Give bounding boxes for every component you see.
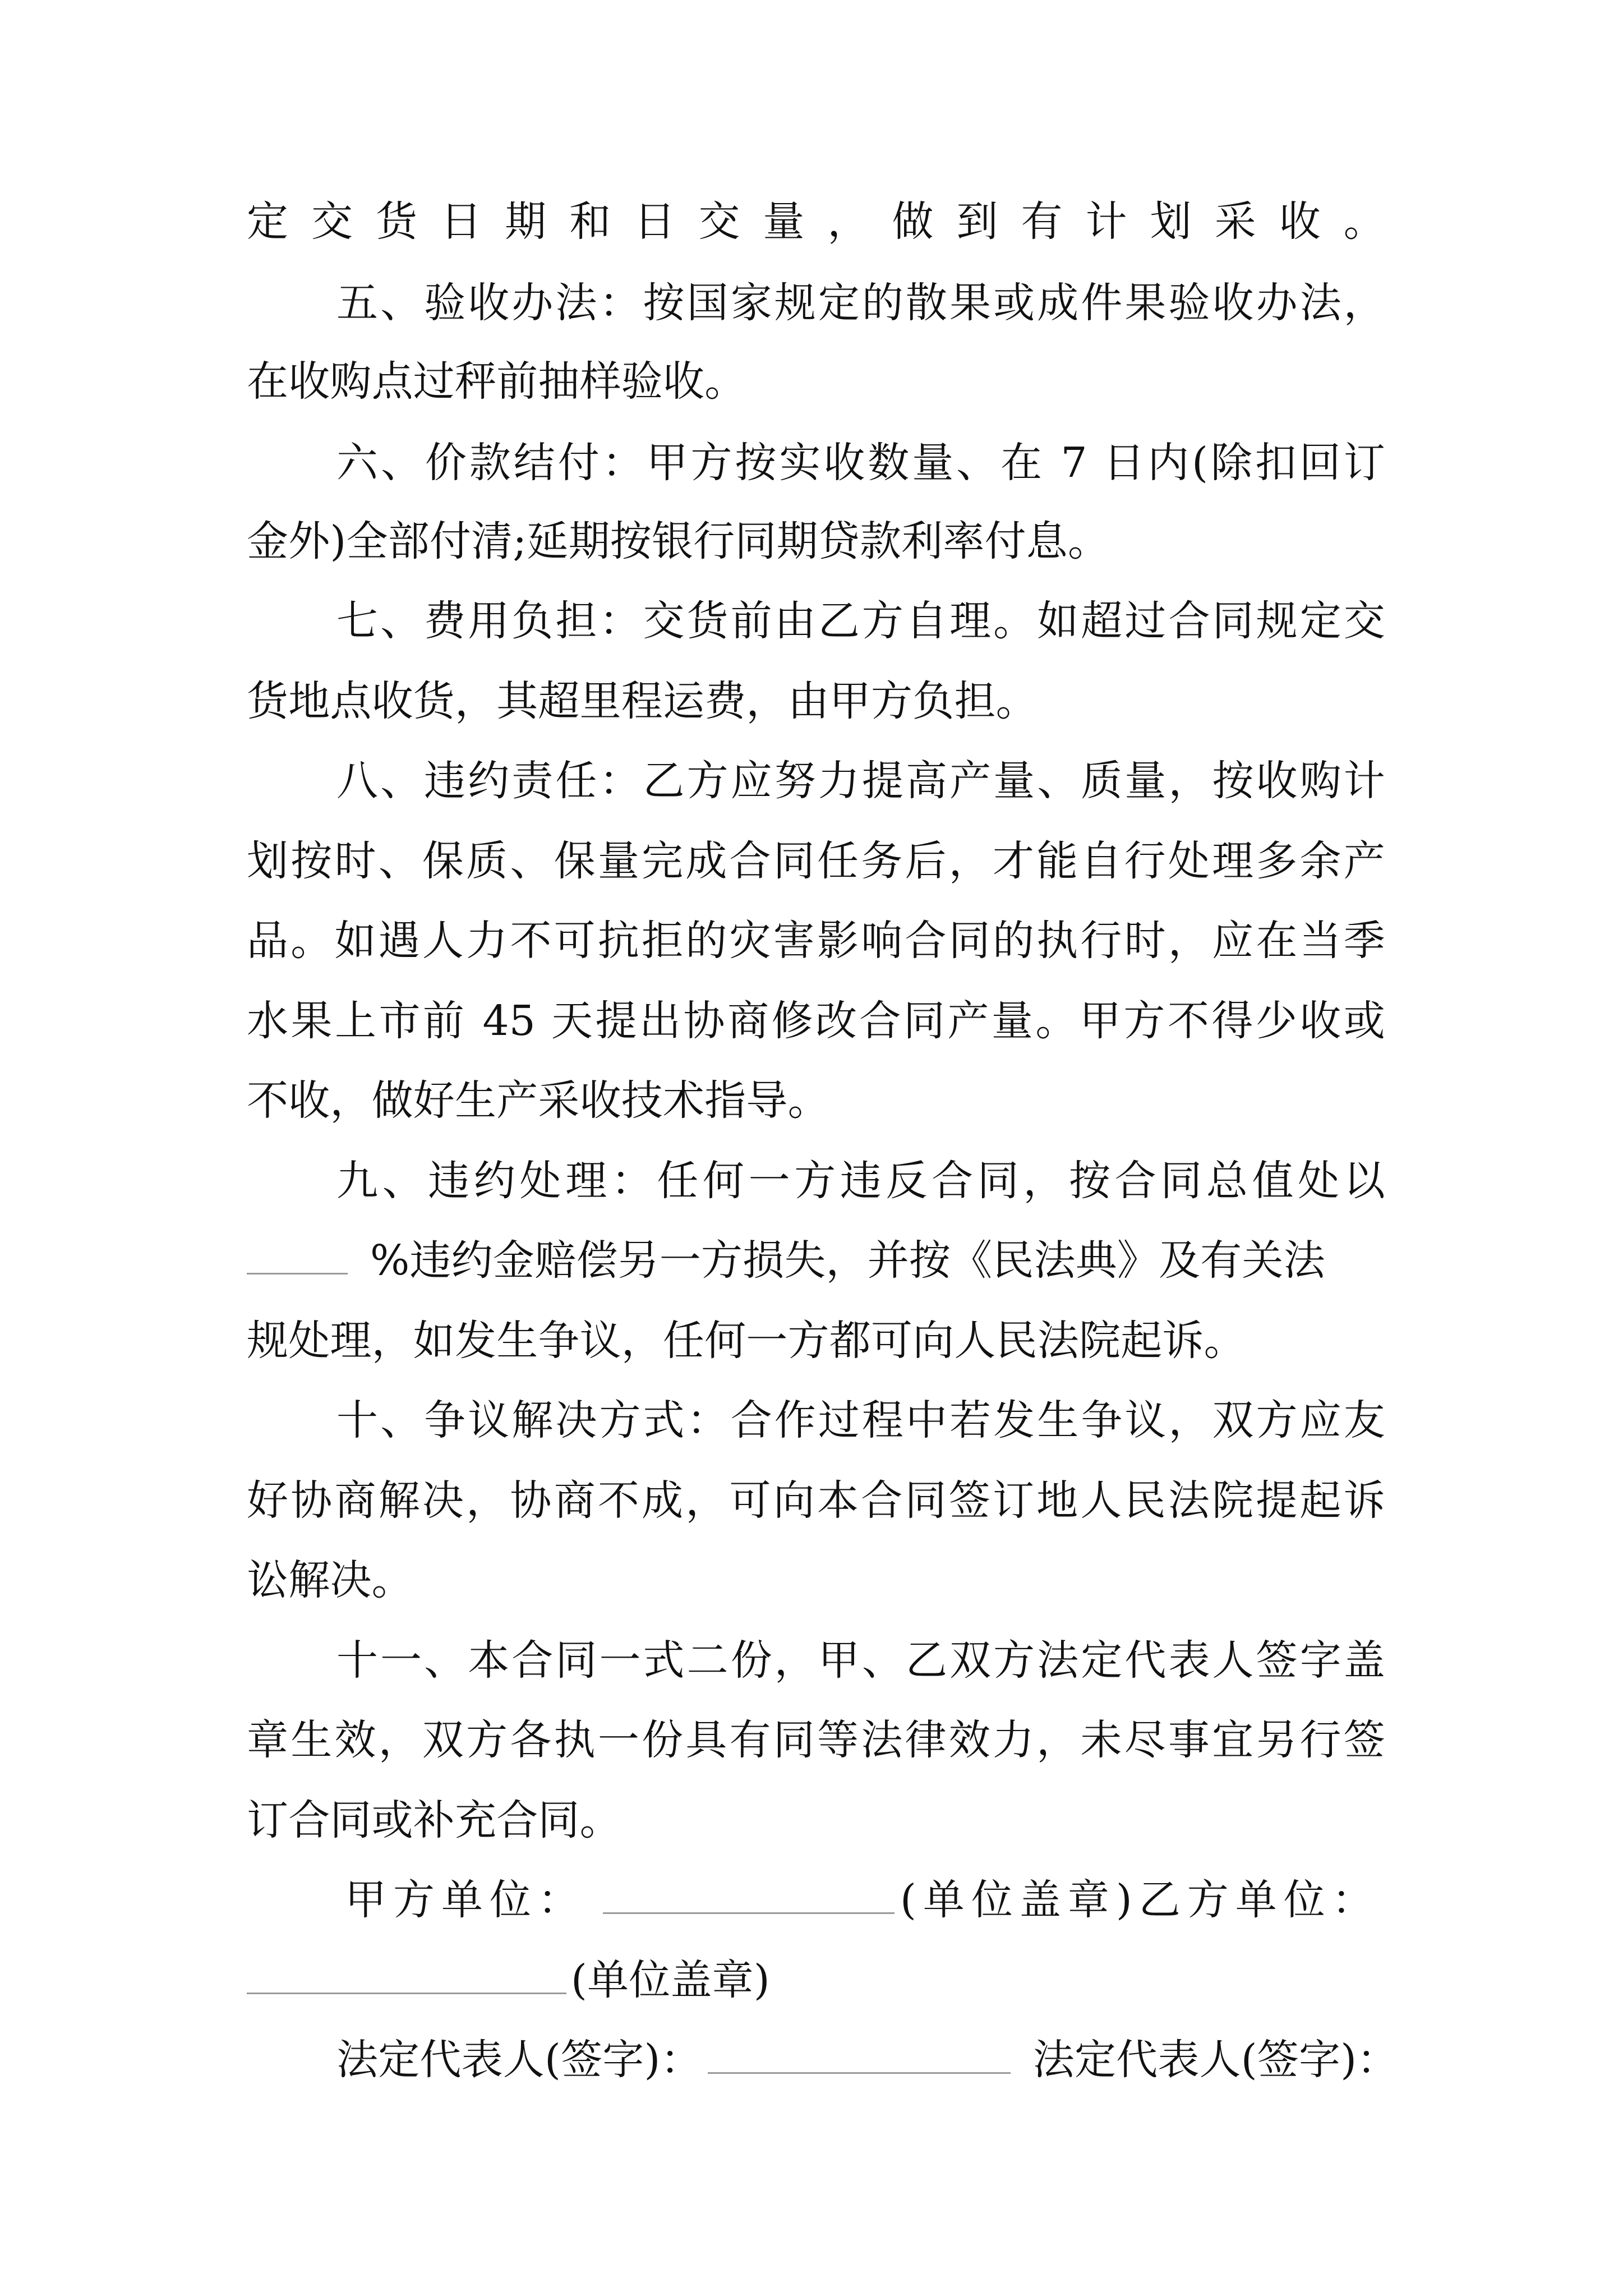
party-a-blank bbox=[603, 1908, 895, 1914]
party-b-label: 乙方单位： bbox=[1138, 1876, 1380, 1924]
party-b-seal: (单位盖章) bbox=[571, 1956, 770, 2004]
clause-5-line-1: 五、验收办法：按国家规定的散果或成件果验收办法， bbox=[336, 279, 1385, 327]
clause-11-line-3: 订合同或补充合同。 bbox=[247, 1796, 621, 1844]
clause-5-line-2: 在收购点过秤前抽样验收。 bbox=[247, 357, 746, 406]
signature-row-1 bbox=[345, 1872, 1380, 1928]
clause-10-line-3: 讼解决。 bbox=[247, 1556, 413, 1604]
clause-7-line-2: 货地点收货，其超里程运费，由甲方负担。 bbox=[247, 677, 1038, 725]
clause-8-line-4: 水果上市前 45 天提出协商修改合同产量。甲方不得少收或 bbox=[247, 997, 1385, 1045]
penalty-rate-blank bbox=[247, 1268, 348, 1274]
rep-a-label: 法定代表人(签字)： bbox=[336, 2036, 702, 2084]
signature-row-3 bbox=[336, 2032, 1399, 2088]
clause-9-line-1: 九、违约处理：任何一方违反合同，按合同总值处以 bbox=[336, 1157, 1385, 1205]
clause-8-line-2: 划按时、保质、保量完成合同任务后，才能自行处理多余产 bbox=[247, 837, 1385, 885]
clause-8-line-3: 品。如遇人力不可抗拒的灾害影响合同的执行时，应在当季 bbox=[247, 917, 1385, 965]
clause-9-line-2 bbox=[247, 1232, 1385, 1289]
rep-b-label: 法定代表人(签字)： bbox=[1032, 2036, 1399, 2084]
clause-8-line-5: 不收，做好生产采收技术指导。 bbox=[247, 1076, 829, 1125]
clause-7-line-1: 七、费用负担：交货前由乙方自理。如超过合同规定交 bbox=[336, 597, 1385, 645]
rep-a-blank bbox=[708, 2068, 1011, 2074]
clause-11-line-1: 十一、本合同一式二份，甲、乙双方法定代表人签字盖 bbox=[336, 1636, 1385, 1685]
clause-10-line-1: 十、争议解决方式：合作过程中若发生争议，双方应友 bbox=[336, 1396, 1385, 1444]
clause-11-line-2: 章生效，双方各执一份具有同等法律效力，未尽事宜另行签 bbox=[247, 1716, 1385, 1764]
party-a-seal: (单位盖章) bbox=[900, 1876, 1139, 1924]
clause-6-line-2: 金外)全部付清;延期按银行同期贷款利率付息。 bbox=[247, 517, 1110, 565]
party-b-blank bbox=[247, 1988, 566, 1994]
clause-6-line-1: 六、价款结付：甲方按实收数量、在 7 日内(除扣回订 bbox=[336, 439, 1385, 487]
clause-9-line-2-text: %违约金赔偿另一方损失，并按《民法典》及有关法 bbox=[370, 1236, 1325, 1285]
party-a-label: 甲方单位： bbox=[345, 1876, 586, 1924]
clause-8-line-1: 八、违约责任：乙方应努力提高产量、质量，按收购计 bbox=[336, 757, 1385, 805]
clause-10-line-2: 好协商解决，协商不成，可向本合同签订地人民法院提起诉 bbox=[247, 1476, 1385, 1525]
clause-9-line-3: 规处理，如发生争议，任何一方都可向人民法院起诉。 bbox=[247, 1317, 1246, 1365]
signature-row-2 bbox=[247, 1952, 770, 2008]
text-line: 定交货日期和日交量，做到有计划采收。 bbox=[247, 197, 1385, 246]
